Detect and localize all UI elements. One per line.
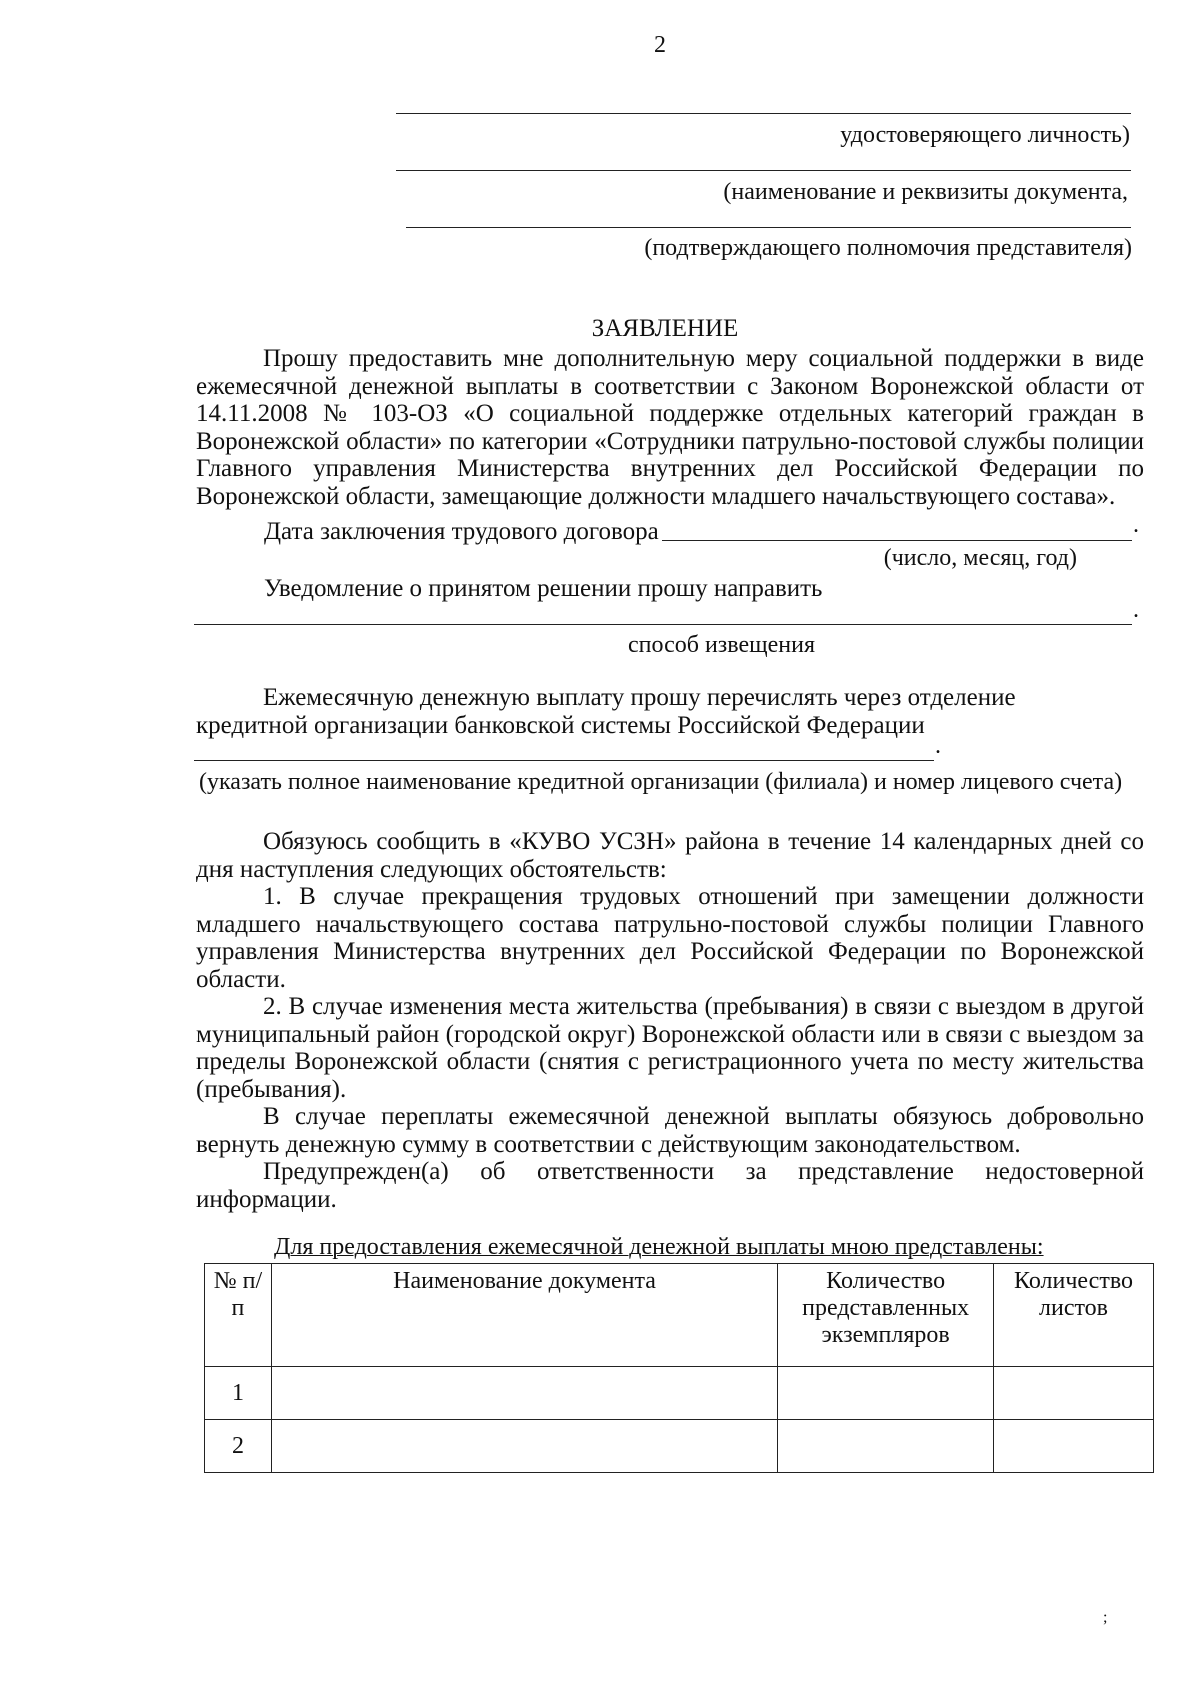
payment-paragraph: Ежемесячную денежную выплату прошу перечислять через отделение кредитной организации банковской системы Российской Федерации [196,684,1016,739]
contract-date-hint: (число, месяц, год) [883,545,1077,571]
document-name-cell[interactable] [271,1367,777,1420]
payment-field[interactable] [194,760,934,761]
payment-period: . [935,733,941,759]
request-paragraph: Прошу предоставить мне дополнительную меру социальной поддержки в виде ежемесячной денежной выплаты в соответствии с Законом Воронежской области от 14.11.2008 № 103-ОЗ «О социальной поддержке отдельных категорий граждан в Воронежской области» по категории «Сотрудники патрульно-постовой службы полиции Главного управления Министерства внутренних дел Российской Федерации по Воронежской области, замещающие должности младшего начальствующего состава». [196,345,1144,510]
table-row [205,1420,1154,1473]
row-number: 1 [205,1367,272,1420]
page-number: 2 [654,32,666,58]
doc-name-caption: (наименование и реквизиты документа, [723,179,1128,205]
contract-date-label: Дата заключения трудового договора [264,518,659,545]
header-sheets-count: Количество листов [994,1264,1154,1367]
documents-table [204,1263,1154,1473]
header-number: № п/п [205,1264,272,1367]
row-number: 2 [205,1420,272,1473]
table-row [205,1367,1154,1420]
notification-period: . [1133,597,1139,623]
document-name-cell[interactable] [271,1420,777,1473]
doc-name-fill-line[interactable] [396,170,1131,171]
identity-fill-line[interactable] [396,113,1131,114]
notification-label: Уведомление о принятом решении прошу направить [264,575,823,602]
overpayment-paragraph: В случае переплаты ежемесячной денежной выплаты обязуюсь добровольно вернуть денежную сумму в соответствии с действующим законодательством. [196,1103,1144,1158]
authority-fill-line[interactable] [406,227,1131,228]
identity-caption: удостоверяющего личность) [840,122,1130,148]
warning-paragraph: Предупрежден(а) об ответственности за представление недостоверной информации. [196,1158,1144,1213]
payment-hint: (указать полное наименование кредитной организации (филиала) и номер лицевого счета) [199,769,1123,795]
contract-date-period: . [1133,512,1139,538]
header-copies-count: Количество представленных экземпляров [778,1264,994,1367]
notification-hint: способ извещения [628,632,815,658]
sheets-count-cell[interactable] [994,1367,1154,1420]
obligation-intro: Обязуюсь сообщить в «КУВО УСЗН» района в течение 14 календарных дней со дня наступления следующих обстоятельств: [196,828,1144,883]
contract-date-field[interactable] [662,540,1132,541]
document-title: ЗАЯВЛЕНИЕ [591,315,739,342]
corner-mark: ; [1103,1609,1108,1626]
header-document-name: Наименование документа [271,1264,777,1367]
obligation-item-1: 1. В случае прекращения трудовых отношений при замещении должности младшего начальствующего состава патрульно-постовой службы полиции Главного управления Министерства внутренних дел Российской Федерации по Воронежской области. [196,883,1144,993]
table-header-row [205,1264,1154,1367]
copies-count-cell[interactable] [778,1367,994,1420]
table-caption: Для предоставления ежемесячной денежной выплаты мною представлены: [274,1234,1044,1260]
copies-count-cell[interactable] [778,1420,994,1473]
notification-field[interactable] [194,624,1132,625]
obligation-item-2: 2. В случае изменения места жительства (пребывания) в связи с выездом в другой муниципальный район (городской округ) Воронежской области или в связи с выездом за пределы Воронежской области (снятия с регистрационного учета по месту жительства (пребывания). [196,993,1144,1103]
sheets-count-cell[interactable] [994,1420,1154,1473]
authority-caption: (подтверждающего полномочия представителя) [644,235,1132,261]
